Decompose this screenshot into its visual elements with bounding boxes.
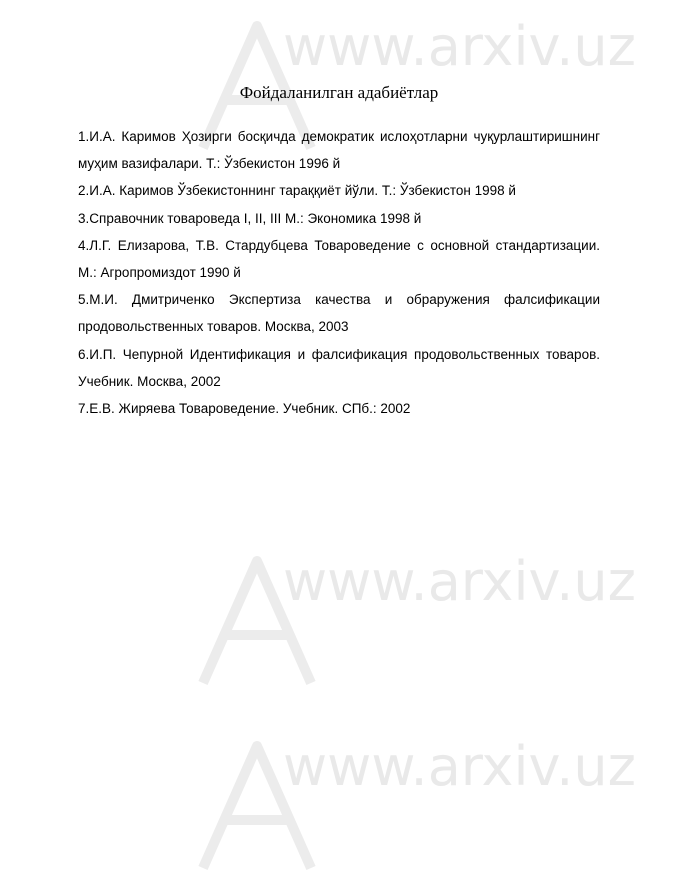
watermark-text: www.arxiv.uz (283, 735, 637, 798)
reference-item: 4.Л.Г. Елизарова, Т.В. Стардубцева Товароведение с основной стандартизации. М.: Агропромиздот 1990 й (78, 237, 600, 281)
reference-item: 5.М.И. Дмитриченко Экспертиза качества и обраружения фалсификации продовольственных товаров. Москва, 2003 (78, 292, 600, 335)
reference-item: 2.И.А. Каримов Ўзбекистоннинг тараққиёт йўли. Т.: Ўзбекистон 1998 й (78, 183, 516, 199)
watermark-text: www.arxiv.uz (283, 550, 637, 613)
watermark (195, 550, 637, 690)
watermark (195, 735, 637, 875)
reference-item: 3.Справочник товароведа I, II, III М.: Экономика 1998 й (78, 210, 422, 226)
watermark-text: www.arxiv.uz (283, 15, 637, 78)
reference-item: 7.Е.В. Жиряева Товароведение. Учебник. СПб.: 2002 (78, 401, 411, 417)
reference-item: 6.И.П. Чепурной Идентификация и фалсификация продовольственных товаров. Учебник. Москва, 2002 (78, 346, 600, 389)
reference-item: 1.И.А. Каримов Ҳозирги босқичда демократик ислоҳотларни чуқурлаштиришнинг муҳим вазифалари. Т.: Ўзбекистон 1996 й (78, 129, 600, 172)
page-title: Фойдаланилган адабиётлар (239, 83, 439, 102)
reference-list (78, 123, 600, 422)
